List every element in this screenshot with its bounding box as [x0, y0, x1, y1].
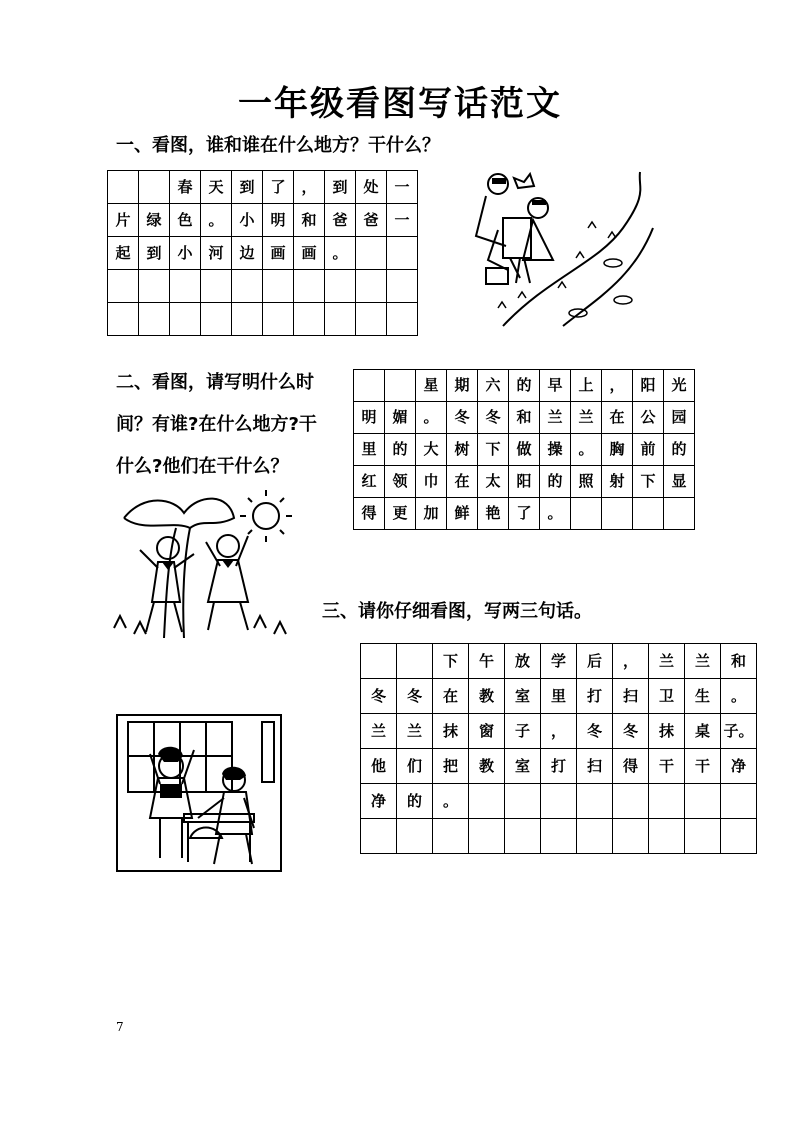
grid-cell [602, 498, 633, 530]
writing-grid-3 [360, 643, 757, 854]
section-2-heading-line-1: 二、看图，请写明什么时 [116, 372, 314, 393]
grid-row [108, 270, 418, 303]
grid-row [361, 714, 757, 749]
grid-cell: 领 [385, 466, 416, 498]
grid-cell: 。 [416, 402, 447, 434]
grid-cell: 室 [505, 749, 541, 784]
grid-cell [385, 370, 416, 402]
grid-cell: 得 [613, 749, 649, 784]
grid-cell [294, 303, 325, 336]
grid-cell [387, 237, 418, 270]
grid-cell: 照 [571, 466, 602, 498]
grid-cell: 太 [478, 466, 509, 498]
grid-cell [387, 270, 418, 303]
grid-cell: ， [294, 171, 325, 204]
grid-cell: 得 [354, 498, 385, 530]
grid-cell [433, 819, 469, 854]
grid-cell: 操 [540, 434, 571, 466]
grid-cell: 。 [571, 434, 602, 466]
grid-row [108, 171, 418, 204]
grid-cell: 小 [232, 204, 263, 237]
grid-row [354, 466, 695, 498]
grid-cell: 小 [170, 237, 201, 270]
grid-cell: 园 [664, 402, 695, 434]
grid-cell [685, 819, 721, 854]
grid-cell: 做 [509, 434, 540, 466]
grid-cell: 片 [108, 204, 139, 237]
grid-cell: 。 [540, 498, 571, 530]
grid-cell [263, 270, 294, 303]
grid-cell [361, 819, 397, 854]
grid-cell: 河 [201, 237, 232, 270]
grid-cell: 星 [416, 370, 447, 402]
grid-row [354, 402, 695, 434]
grid-cell [397, 819, 433, 854]
section-3-heading: 三、请你仔细看图，写两三句话。 [322, 601, 592, 622]
grid-cell: 净 [361, 784, 397, 819]
grid-cell: 后 [577, 644, 613, 679]
grid-cell: 冬 [577, 714, 613, 749]
grid-cell: 下 [633, 466, 664, 498]
grid-cell [232, 270, 263, 303]
grid-row [361, 749, 757, 784]
grid-cell: 公 [633, 402, 664, 434]
grid-cell: 下 [478, 434, 509, 466]
grid-cell [232, 303, 263, 336]
grid-cell: 冬 [447, 402, 478, 434]
writing-grid-2 [353, 369, 695, 530]
grid-cell: 天 [201, 171, 232, 204]
grid-cell: 卫 [649, 679, 685, 714]
grid-cell: 干 [649, 749, 685, 784]
grid-cell [577, 784, 613, 819]
grid-cell: 明 [263, 204, 294, 237]
grid-cell: 加 [416, 498, 447, 530]
grid-cell [139, 171, 170, 204]
grid-cell: 艳 [478, 498, 509, 530]
grid-cell: 冬 [397, 679, 433, 714]
grid-cell: 在 [433, 679, 469, 714]
grid-cell: 。 [201, 204, 232, 237]
grid-row [108, 204, 418, 237]
grid-cell: 学 [541, 644, 577, 679]
grid-cell: 兰 [540, 402, 571, 434]
grid-cell [170, 303, 201, 336]
grid-cell: 兰 [571, 402, 602, 434]
grid-cell: 射 [602, 466, 633, 498]
grid-cell: 了 [263, 171, 294, 204]
grid-cell: 了 [509, 498, 540, 530]
classroom-illustration-3 [116, 714, 282, 872]
grid-cell [571, 498, 602, 530]
grid-row [361, 784, 757, 819]
grid-cell [505, 819, 541, 854]
grid-cell: 爸 [356, 204, 387, 237]
grid-cell: 和 [721, 644, 757, 679]
grid-cell: 扫 [577, 749, 613, 784]
grid-cell: 净 [721, 749, 757, 784]
grid-cell: 阳 [633, 370, 664, 402]
grid-cell: 显 [664, 466, 695, 498]
grid-cell: 冬 [361, 679, 397, 714]
grid-cell: 抹 [649, 714, 685, 749]
grid-cell: 兰 [685, 644, 721, 679]
grid-cell: 光 [664, 370, 695, 402]
grid-cell: 他 [361, 749, 397, 784]
grid-cell: 的 [385, 434, 416, 466]
grid-cell: 冬 [478, 402, 509, 434]
grid-cell: 巾 [416, 466, 447, 498]
grid-cell: 的 [509, 370, 540, 402]
grid-cell: 扫 [613, 679, 649, 714]
grid-cell [139, 270, 170, 303]
grid-row [108, 237, 418, 270]
grid-cell: 里 [541, 679, 577, 714]
grid-cell: 的 [664, 434, 695, 466]
grid-cell: 午 [469, 644, 505, 679]
grid-cell: 色 [170, 204, 201, 237]
grid-cell [108, 171, 139, 204]
grid-cell [633, 498, 664, 530]
grid-cell [721, 819, 757, 854]
grid-cell: 到 [139, 237, 170, 270]
grid-cell: 在 [447, 466, 478, 498]
grid-cell [469, 819, 505, 854]
grid-cell: 到 [232, 171, 263, 204]
grid-cell: 。 [721, 679, 757, 714]
grid-cell: 媚 [385, 402, 416, 434]
grid-cell: 胸 [602, 434, 633, 466]
grid-cell: 里 [354, 434, 385, 466]
grid-cell [685, 784, 721, 819]
grid-cell: 到 [325, 171, 356, 204]
grid-cell: 前 [633, 434, 664, 466]
grid-cell [356, 303, 387, 336]
grid-cell: 画 [294, 237, 325, 270]
grid-cell: 春 [170, 171, 201, 204]
grid-row [361, 644, 757, 679]
grid-cell: 兰 [397, 714, 433, 749]
grid-cell [361, 644, 397, 679]
exercise-illustration-2 [104, 488, 294, 638]
grid-cell: 在 [602, 402, 633, 434]
grid-cell [721, 784, 757, 819]
grid-row [354, 434, 695, 466]
grid-cell [108, 270, 139, 303]
grid-cell [505, 784, 541, 819]
grid-row [354, 370, 695, 402]
grid-cell: 和 [294, 204, 325, 237]
grid-cell: 兰 [361, 714, 397, 749]
grid-cell [108, 303, 139, 336]
grid-cell: 六 [478, 370, 509, 402]
grid-cell: 。 [325, 237, 356, 270]
grid-cell [356, 237, 387, 270]
grid-cell [577, 819, 613, 854]
grid-cell [325, 270, 356, 303]
grid-cell [664, 498, 695, 530]
grid-cell: 明 [354, 402, 385, 434]
grid-cell: 绿 [139, 204, 170, 237]
grid-cell: 。 [433, 784, 469, 819]
grid-cell: 放 [505, 644, 541, 679]
grid-cell: 干 [685, 749, 721, 784]
grid-cell: 早 [540, 370, 571, 402]
grid-cell: 边 [232, 237, 263, 270]
section-2-heading-line-3: 什么?他们在干什么？ [116, 456, 289, 477]
grid-cell: ， [613, 644, 649, 679]
grid-cell [201, 270, 232, 303]
grid-cell: 兰 [649, 644, 685, 679]
grid-cell [469, 784, 505, 819]
grid-cell: 期 [447, 370, 478, 402]
grid-cell: ， [602, 370, 633, 402]
grid-cell: 把 [433, 749, 469, 784]
grid-cell: 阳 [509, 466, 540, 498]
grid-row [361, 679, 757, 714]
grid-cell [170, 270, 201, 303]
grid-cell: 上 [571, 370, 602, 402]
grid-cell: 子 [505, 714, 541, 749]
grid-cell: 们 [397, 749, 433, 784]
grid-cell [354, 370, 385, 402]
grid-cell: 打 [577, 679, 613, 714]
grid-cell [541, 819, 577, 854]
grid-cell: 红 [354, 466, 385, 498]
writing-grid-1 [107, 170, 418, 336]
grid-cell [387, 303, 418, 336]
grid-cell: 抹 [433, 714, 469, 749]
grid-row [108, 303, 418, 336]
grid-cell: 大 [416, 434, 447, 466]
grid-cell [325, 303, 356, 336]
grid-cell: 窗 [469, 714, 505, 749]
grid-cell: ， [541, 714, 577, 749]
grid-cell: 处 [356, 171, 387, 204]
grid-cell: 和 [509, 402, 540, 434]
grid-cell [356, 270, 387, 303]
drawing-illustration-1 [458, 168, 658, 328]
grid-cell: 的 [397, 784, 433, 819]
page-title: 一年级看图写话范文 [238, 84, 562, 124]
grid-row [354, 498, 695, 530]
grid-cell [263, 303, 294, 336]
grid-cell: 打 [541, 749, 577, 784]
section-1-heading: 一、看图，谁和谁在什么地方？干什么？ [116, 135, 440, 156]
grid-cell [397, 644, 433, 679]
grid-cell [613, 819, 649, 854]
page-number: 7 [116, 1020, 124, 1034]
grid-cell: 子。 [721, 714, 757, 749]
grid-cell [294, 270, 325, 303]
grid-cell: 桌 [685, 714, 721, 749]
grid-cell: 室 [505, 679, 541, 714]
grid-cell: 爸 [325, 204, 356, 237]
grid-cell: 画 [263, 237, 294, 270]
grid-cell: 树 [447, 434, 478, 466]
grid-cell: 下 [433, 644, 469, 679]
grid-cell: 的 [540, 466, 571, 498]
grid-row [361, 819, 757, 854]
grid-cell: 教 [469, 679, 505, 714]
grid-cell [541, 784, 577, 819]
grid-cell [139, 303, 170, 336]
grid-cell: 一 [387, 204, 418, 237]
grid-cell: 一 [387, 171, 418, 204]
grid-cell: 冬 [613, 714, 649, 749]
grid-cell: 更 [385, 498, 416, 530]
grid-cell: 起 [108, 237, 139, 270]
grid-cell [201, 303, 232, 336]
grid-cell [613, 784, 649, 819]
grid-cell: 生 [685, 679, 721, 714]
grid-cell: 鲜 [447, 498, 478, 530]
grid-cell [649, 784, 685, 819]
grid-cell [649, 819, 685, 854]
section-2-heading-line-2: 间？有谁?在什么地方?干 [116, 414, 317, 435]
grid-cell: 教 [469, 749, 505, 784]
